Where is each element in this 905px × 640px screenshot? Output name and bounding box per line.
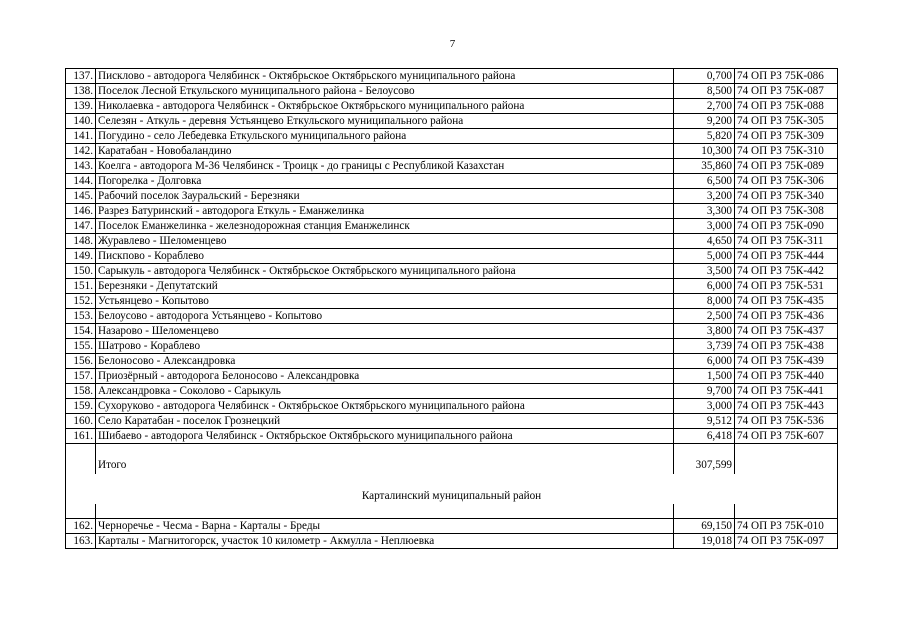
- road-length: 8,500: [674, 84, 735, 99]
- road-name: Каратабан - Новобаландино: [96, 144, 674, 159]
- road-code: 74 ОП РЗ 75К-309: [735, 129, 838, 144]
- table-row: [66, 324, 838, 339]
- road-length: 2,700: [674, 99, 735, 114]
- road-code: 74 ОП РЗ 75К-607: [735, 429, 838, 444]
- row-number: 142.: [66, 144, 96, 159]
- table-row: [66, 279, 838, 294]
- road-name: Пискпово - Кораблево: [96, 249, 674, 264]
- road-length: 3,739: [674, 339, 735, 354]
- road-length: 5,820: [674, 129, 735, 144]
- road-code: 74 ОП РЗ 75К-090: [735, 219, 838, 234]
- road-length: 2,500: [674, 309, 735, 324]
- road-name: Назарово - Шеломенцево: [96, 324, 674, 339]
- row-number: 156.: [66, 354, 96, 369]
- table-row: [66, 204, 838, 219]
- total-row: [66, 458, 838, 474]
- road-code: 74 ОП РЗ 75К-010: [735, 519, 838, 534]
- table-row: [66, 429, 838, 444]
- road-name: Селезян - Аткуль - деревня Устьянцево Еткульского муниципального района: [96, 114, 674, 129]
- spacer-row: [66, 504, 838, 519]
- road-length: 4,650: [674, 234, 735, 249]
- road-name: Белоусово - автодорога Устьянцево - Копытово: [96, 309, 674, 324]
- road-length: 3,500: [674, 264, 735, 279]
- table-row: [66, 189, 838, 204]
- road-name: Погудино - село Лебедевка Еткульского муниципального района: [96, 129, 674, 144]
- table-row: [66, 144, 838, 159]
- spacer-row: [66, 444, 838, 459]
- table-row: [66, 159, 838, 174]
- table-row: [66, 249, 838, 264]
- table-row: [66, 414, 838, 429]
- road-length: 6,418: [674, 429, 735, 444]
- row-number: 143.: [66, 159, 96, 174]
- table-row: [66, 354, 838, 369]
- road-code: 74 ОП РЗ 75К-311: [735, 234, 838, 249]
- road-code: 74 ОП РЗ 75К-437: [735, 324, 838, 339]
- table-row: [66, 519, 838, 534]
- road-name: Поселок Лесной Еткульского муниципального района - Белоусово: [96, 84, 674, 99]
- road-code: 74 ОП РЗ 75К-305: [735, 114, 838, 129]
- row-number: 153.: [66, 309, 96, 324]
- road-name: Журавлево - Шеломенцево: [96, 234, 674, 249]
- spacer-row: [66, 474, 838, 488]
- road-length: 0,700: [674, 69, 735, 84]
- road-code: 74 ОП РЗ 75К-444: [735, 249, 838, 264]
- total-length: 307,599: [674, 458, 735, 474]
- total-block: [66, 444, 838, 519]
- road-name: Приозёрный - автодорога Белоносово - Александровка: [96, 369, 674, 384]
- row-number: 162.: [66, 519, 96, 534]
- row-number: 161.: [66, 429, 96, 444]
- road-length: 6,000: [674, 279, 735, 294]
- road-name: Село Каратабан - поселок Грознецкий: [96, 414, 674, 429]
- page-number: 7: [449, 38, 456, 50]
- road-length: 6,500: [674, 174, 735, 189]
- row-number: 137.: [66, 69, 96, 84]
- row-number: 151.: [66, 279, 96, 294]
- road-name: Черноречье - Чесма - Варна - Карталы - Бреды: [96, 519, 674, 534]
- row-number: 158.: [66, 384, 96, 399]
- row-number: 154.: [66, 324, 96, 339]
- road-code: 74 ОП РЗ 75К-441: [735, 384, 838, 399]
- road-code: 74 ОП РЗ 75К-097: [735, 534, 838, 549]
- road-name: Сарыкуль - автодорога Челябинск - Октябрьское Октябрьского муниципального района: [96, 264, 674, 279]
- section-title: Карталинский муниципальный район: [66, 488, 838, 504]
- road-code: 74 ОП РЗ 75К-536: [735, 414, 838, 429]
- road-code: 74 ОП РЗ 75К-089: [735, 159, 838, 174]
- road-length: 9,200: [674, 114, 735, 129]
- row-number: 145.: [66, 189, 96, 204]
- road-name: Сухоруково - автодорога Челябинск - Октябрьское Октябрьского муниципального района: [96, 399, 674, 414]
- table-row: [66, 339, 838, 354]
- row-number: 150.: [66, 264, 96, 279]
- row-number: 149.: [66, 249, 96, 264]
- road-code: 74 ОП РЗ 75К-439: [735, 354, 838, 369]
- table-row: [66, 264, 838, 279]
- road-code: 74 ОП РЗ 75К-440: [735, 369, 838, 384]
- road-code: 74 ОП РЗ 75К-531: [735, 279, 838, 294]
- table-row: [66, 84, 838, 99]
- road-length: 35,860: [674, 159, 735, 174]
- table-row: [66, 69, 838, 84]
- road-length: 9,700: [674, 384, 735, 399]
- road-length: 3,200: [674, 189, 735, 204]
- road-code: 74 ОП РЗ 75К-442: [735, 264, 838, 279]
- road-code: 74 ОП РЗ 75К-443: [735, 399, 838, 414]
- road-code: 74 ОП РЗ 75К-435: [735, 294, 838, 309]
- road-name: Рабочий поселок Зауральский - Березняки: [96, 189, 674, 204]
- road-name: Поселок Еманжелинка - железнодорожная станция Еманжелинск: [96, 219, 674, 234]
- table-row: [66, 129, 838, 144]
- road-length: 3,300: [674, 204, 735, 219]
- row-number: 148.: [66, 234, 96, 249]
- row-number: 144.: [66, 174, 96, 189]
- roads-table: [65, 68, 838, 549]
- road-length: 10,300: [674, 144, 735, 159]
- row-number: 141.: [66, 129, 96, 144]
- road-length: 3,000: [674, 219, 735, 234]
- road-code: 74 ОП РЗ 75К-087: [735, 84, 838, 99]
- road-code: 74 ОП РЗ 75К-308: [735, 204, 838, 219]
- table-row: [66, 234, 838, 249]
- row-number: 159.: [66, 399, 96, 414]
- table-row: [66, 534, 838, 549]
- row-number: 163.: [66, 534, 96, 549]
- road-code: 74 ОП РЗ 75К-088: [735, 99, 838, 114]
- road-code: 74 ОП РЗ 75К-086: [735, 69, 838, 84]
- road-length: 8,000: [674, 294, 735, 309]
- row-number: 147.: [66, 219, 96, 234]
- road-name: Березняки - Депутатский: [96, 279, 674, 294]
- table-row: [66, 309, 838, 324]
- road-code: 74 ОП РЗ 75К-340: [735, 189, 838, 204]
- table-row: [66, 174, 838, 189]
- road-code: 74 ОП РЗ 75К-436: [735, 309, 838, 324]
- table-row: [66, 99, 838, 114]
- table-row: [66, 369, 838, 384]
- row-number: 146.: [66, 204, 96, 219]
- row-number: 155.: [66, 339, 96, 354]
- table-row: [66, 114, 838, 129]
- row-number: 138.: [66, 84, 96, 99]
- road-name: Устьянцево - Копытово: [96, 294, 674, 309]
- road-code: 74 ОП РЗ 75К-306: [735, 174, 838, 189]
- road-length: 19,018: [674, 534, 735, 549]
- road-name: Погорелка - Долговка: [96, 174, 674, 189]
- row-number: 139.: [66, 99, 96, 114]
- road-name: Шатрово - Кораблево: [96, 339, 674, 354]
- road-length: 69,150: [674, 519, 735, 534]
- row-number: 160.: [66, 414, 96, 429]
- road-length: 5,000: [674, 249, 735, 264]
- road-code: 74 ОП РЗ 75К-310: [735, 144, 838, 159]
- road-length: 6,000: [674, 354, 735, 369]
- table-row: [66, 294, 838, 309]
- table-row: [66, 219, 838, 234]
- road-length: 9,512: [674, 414, 735, 429]
- total-label: Итого: [96, 458, 674, 474]
- road-length: 1,500: [674, 369, 735, 384]
- road-name: Писклово - автодорога Челябинск - Октябрьское Октябрьского муниципального района: [96, 69, 674, 84]
- road-length: 3,000: [674, 399, 735, 414]
- road-code: 74 ОП РЗ 75К-438: [735, 339, 838, 354]
- road-name: Шибаево - автодорога Челябинск - Октябрьское Октябрьского муниципального района: [96, 429, 674, 444]
- road-length: 3,800: [674, 324, 735, 339]
- row-number: 152.: [66, 294, 96, 309]
- road-name: Карталы - Магнитогорск, участок 10 километр - Акмулла - Неплюевка: [96, 534, 674, 549]
- road-name: Николаевка - автодорога Челябинск - Октябрьское Октябрьского муниципального района: [96, 99, 674, 114]
- table-row: [66, 384, 838, 399]
- table-row: [66, 399, 838, 414]
- roads-table-body-a: [66, 69, 838, 444]
- row-number: 140.: [66, 114, 96, 129]
- road-name: Александровка - Соколово - Сарыкуль: [96, 384, 674, 399]
- road-name: Разрез Батуринский - автодорога Еткуль - Еманжелинка: [96, 204, 674, 219]
- section-row: [66, 488, 838, 504]
- roads-table-body-b: [66, 519, 838, 549]
- row-number: 157.: [66, 369, 96, 384]
- road-name: Белоносово - Александровка: [96, 354, 674, 369]
- road-name: Коелга - автодорога М-36 Челябинск - Троицк - до границы с Республикой Казахстан: [96, 159, 674, 174]
